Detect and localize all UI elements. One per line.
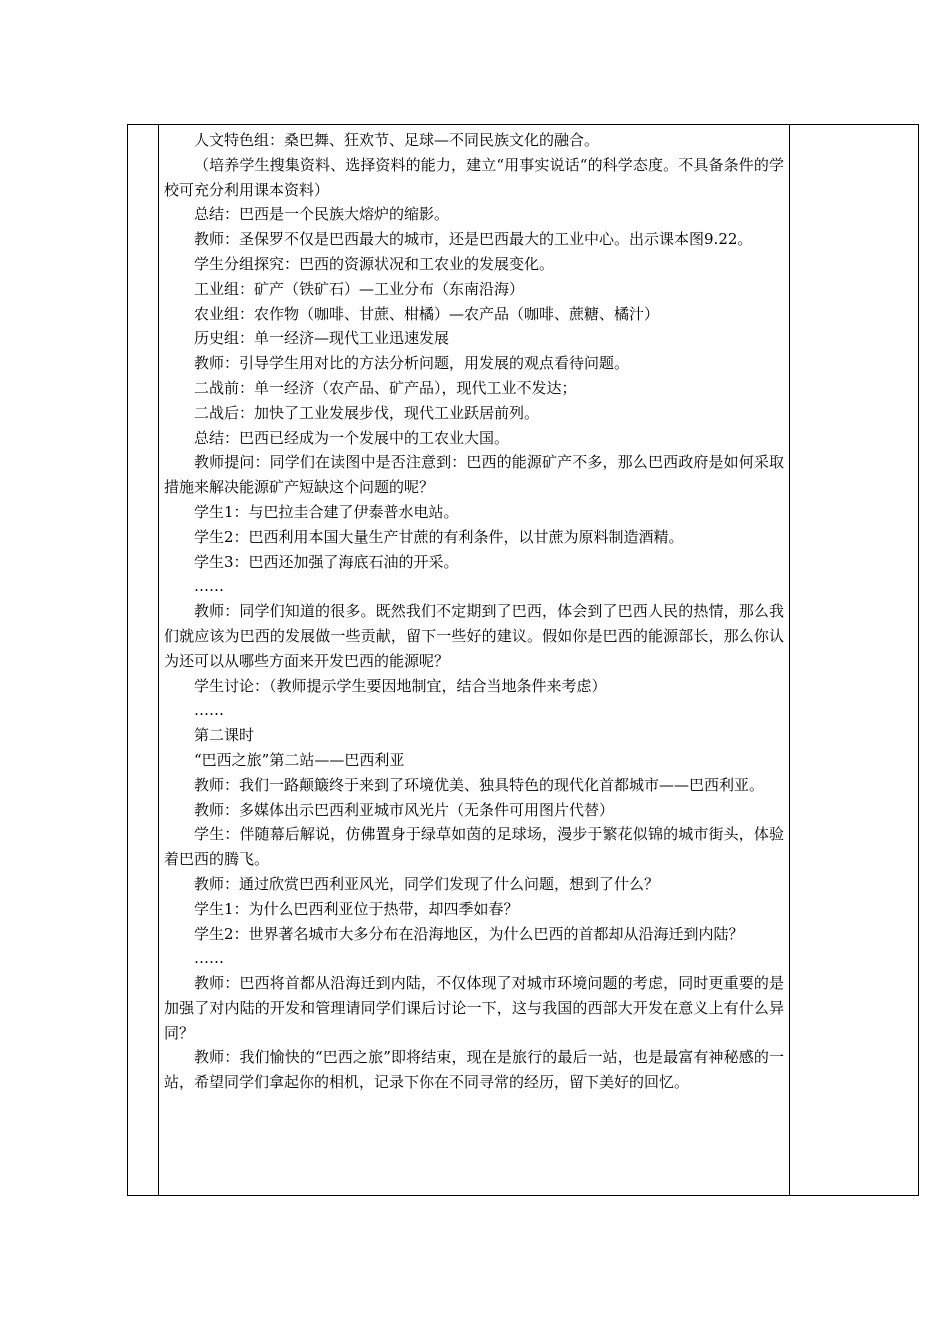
ellipsis: …… xyxy=(194,577,224,596)
paragraph: 学生讨论：（教师提示学生要因地制宜，结合当地条件来考虑） xyxy=(194,676,607,695)
paragraph: 教师：通过欣赏巴西利亚风光，同学们发现了什么问题，想到了什么？ xyxy=(194,874,660,893)
paragraph: 二战后：加快了工业发展步伐，现代工业跃居前列。 xyxy=(194,403,540,422)
paragraph: 总结：巴西是一个民族大熔炉的缩影。 xyxy=(194,205,450,224)
paragraph: 学生分组探究：巴西的资源状况和工农业的发展变化。 xyxy=(194,254,555,273)
paragraph: 教师：我们愉快的“巴西之旅”即将结束，现在是旅行的最后一站，也是最富有神秘感的一站，希望同学们拿起你的相机，记录下你在不同寻常的经历，留下美好的回忆。 xyxy=(164,1048,784,1092)
paragraph: 工业组：矿产（铁矿石）—工业分布（东南沿海） xyxy=(194,279,525,298)
lesson-content xyxy=(164,128,784,1095)
section-heading: 第二课时 xyxy=(194,726,255,745)
section-subheading: “巴西之旅”第二站——巴西利亚 xyxy=(194,750,405,769)
paragraph: 教师：多媒体出示巴西利亚城市风光片（无条件可用图片代替） xyxy=(194,800,615,819)
paragraph: 农业组：农作物（咖啡、甘蔗、柑橘）—农产品（咖啡、蔗糖、橘汁） xyxy=(194,304,660,323)
paragraph: 教师：同学们知道的很多。既然我们不定期到了巴西，体会到了巴西人民的热情，那么我们就应该为巴西的发展做一些贡献，留下一些好的建议。假如你是巴西的能源部长，那么你认为还可以从哪些方面来开发巴西的能源呢？ xyxy=(164,602,784,670)
paragraph: 教师：引导学生用对比的方法分析问题，用发展的观点看待问题。 xyxy=(194,354,630,373)
paragraph: 教师：巴西将首都从沿海迁到内陆，不仅体现了对城市环境问题的考虑，同时更重要的是加强了对内陆的开发和管理请同学们课后讨论一下，这与我国的西部大开发在意义上有什么异同？ xyxy=(164,974,784,1042)
paragraph: 总结：巴西已经成为一个发展中的工农业大国。 xyxy=(194,428,510,447)
paragraph: 教师提问：同学们在读图中是否注意到：巴西的能源矿产不多，那么巴西政府是如何采取措施来解决能源矿产短缺这个问题的呢？ xyxy=(164,453,784,497)
paragraph: 学生3：巴西还加强了海底石油的开采。 xyxy=(194,552,459,571)
paragraph: 二战前：单一经济（农产品、矿产品），现代工业不发达； xyxy=(194,378,577,397)
paragraph: 学生1：为什么巴西利亚位于热带，却四季如春？ xyxy=(194,899,519,918)
paragraph: （培养学生搜集资料、选择资料的能力，建立“用事实说话“的科学态度。不具备条件的学校可充分利用课本资料） xyxy=(164,155,784,199)
paragraph: 人文特色组：桑巴舞、狂欢节、足球—不同民族文化的融合。 xyxy=(194,131,600,149)
table-column-divider-right xyxy=(789,125,790,1195)
paragraph: 学生2：世界著名城市大多分布在沿海地区，为什么巴西的首都却从沿海迁到内陆？ xyxy=(194,924,744,943)
paragraph: 学生2：巴西利用本国大量生产甘蔗的有利条件，以甘蔗为原料制造酒精。 xyxy=(194,527,684,546)
ellipsis: …… xyxy=(194,949,224,968)
paragraph: 教师：我们一路颠簸终于来到了环境优美、独具特色的现代化首都城市——巴西利亚。 xyxy=(194,775,765,794)
paragraph: 学生：伴随幕后解说，仿佛置身于绿草如茵的足球场，漫步于繁花似锦的城市街头，体验着巴西的腾飞。 xyxy=(164,825,784,869)
paragraph: 教师：圣保罗不仅是巴西最大的城市，还是巴西最大的工业中心。出示课本图9.22。 xyxy=(194,230,753,249)
table-column-divider-left xyxy=(158,125,159,1195)
paragraph: 历史组：单一经济—现代工业迅速发展 xyxy=(194,329,450,348)
ellipsis: …… xyxy=(194,701,224,720)
paragraph: 学生1：与巴拉圭合建了伊泰普水电站。 xyxy=(194,502,459,521)
